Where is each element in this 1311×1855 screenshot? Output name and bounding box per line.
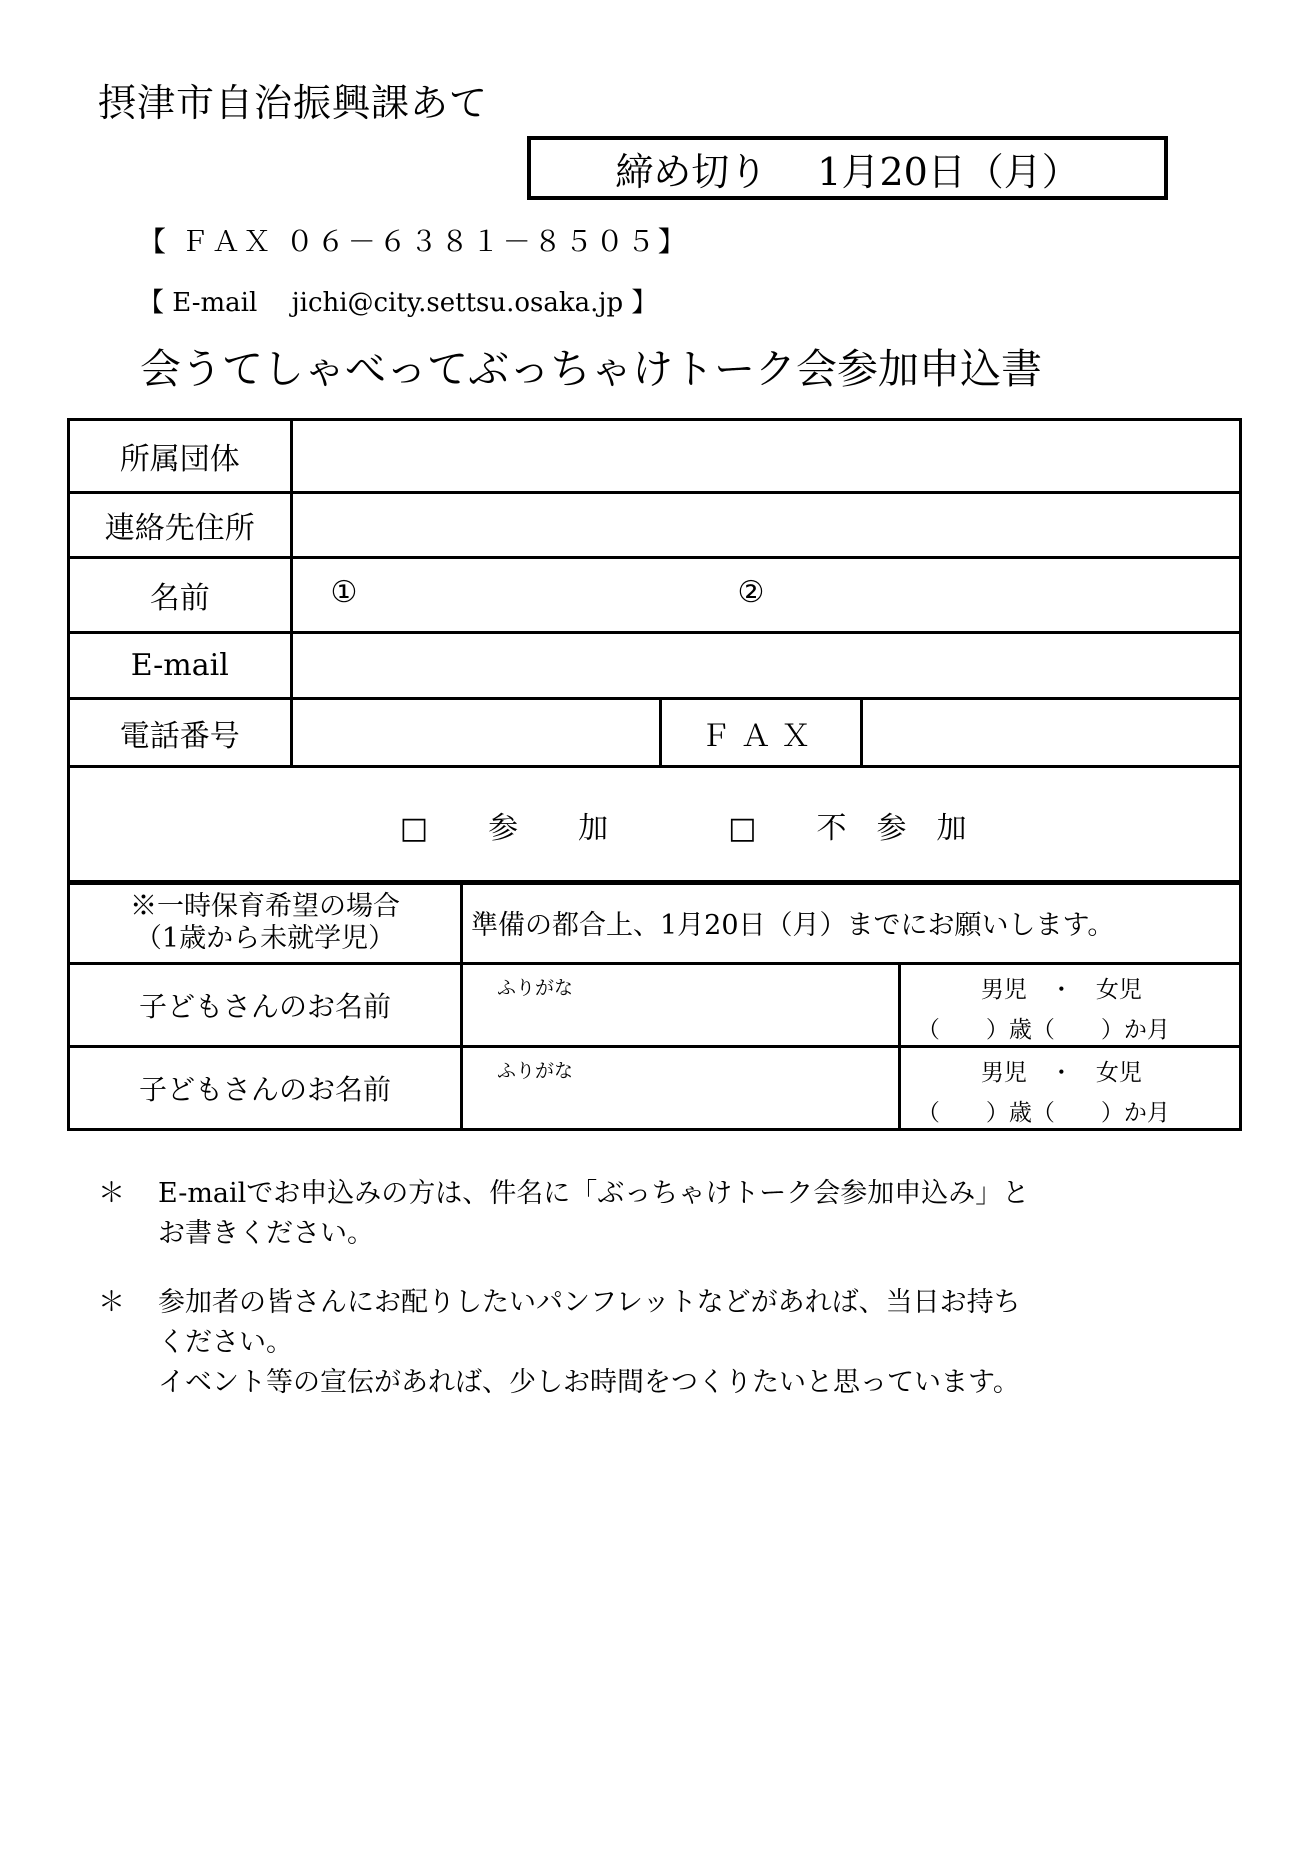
footnote-bullet: ＊: [98, 1287, 125, 1318]
childcare-header-line2: （1歳から未就学児）: [134, 922, 396, 954]
gender-options: 男児 ・ 女児: [980, 1060, 1142, 1086]
child-name-field[interactable]: [462, 1047, 900, 1130]
attendance-choice: [69, 767, 1241, 884]
email-label: E-mail: [69, 633, 292, 699]
name-label: 名前: [69, 558, 292, 633]
name-marker-2: ②: [737, 575, 765, 610]
child-gender-age-field[interactable]: [899, 1047, 1240, 1130]
affiliation-field[interactable]: [291, 420, 1240, 493]
attend-checkbox-option[interactable]: □ 参 加: [399, 811, 609, 846]
child-gender-age-field[interactable]: [899, 964, 1240, 1047]
deadline-box: 締め切り 1月20日（月）: [527, 136, 1168, 200]
decline-checkbox-option[interactable]: □ 不 参 加: [728, 811, 967, 846]
name-marker-1: ①: [330, 575, 358, 610]
child-name-label: 子どもさんのお名前: [69, 964, 462, 1047]
application-form-table: [67, 418, 1242, 885]
footnote-1-line2: お書きください。: [158, 1218, 374, 1249]
footnote-1-line1: E-mailでお申込みの方は、件名に「ぶっちゃけトーク会参加申込み」と: [158, 1178, 1030, 1209]
childcare-header: [69, 882, 462, 964]
name-field[interactable]: [291, 558, 1240, 633]
footnote-bullet: ＊: [98, 1178, 125, 1209]
recipient-heading: 摂津市自治振興課あて: [98, 81, 489, 125]
email-field[interactable]: [291, 633, 1240, 699]
footnote-2: [98, 1283, 1021, 1403]
footnote-1: [98, 1174, 1029, 1254]
address-label: 連絡先住所: [69, 493, 292, 558]
childcare-table: [67, 880, 1242, 1131]
child-name-label: 子どもさんのお名前: [69, 1047, 462, 1130]
footnote-2-line2: ください。: [158, 1327, 293, 1358]
gender-options: 男児 ・ 女児: [980, 977, 1142, 1003]
footnote-2-line3: イベント等の宣伝があれば、少しお時間をつくりたいと思っています。: [158, 1367, 1020, 1398]
affiliation-label: 所属団体: [69, 420, 292, 493]
phone-label: 電話番号: [69, 699, 292, 767]
child-name-field[interactable]: [462, 964, 900, 1047]
fax-label: ＦＡＸ: [660, 699, 862, 767]
address-field[interactable]: [291, 493, 1240, 558]
childcare-header-line1: ※一時保育希望の場合: [130, 890, 400, 922]
email-address-line: 【 E-mail jichi@city.settsu.osaka.jp 】: [138, 288, 658, 318]
fax-field[interactable]: [862, 699, 1241, 767]
fax-number-line: 【 ＦＡＸ ０６－６３８１－８５０５】: [138, 225, 689, 258]
footnote-2-line1: 参加者の皆さんにお配りしたいパンフレットなどがあれば、当日お持ち: [158, 1287, 1021, 1318]
age-fields: （ ）歳（ ）か月: [916, 1100, 1170, 1126]
furigana-label: ふりがな: [497, 1060, 574, 1082]
phone-field[interactable]: [291, 699, 660, 767]
furigana-label: ふりがな: [497, 977, 574, 999]
childcare-notice: 準備の都合上、1月20日（月）までにお願いします。: [462, 882, 1241, 964]
page-title: 会うてしゃべってぶっちゃけトーク会参加申込書: [140, 345, 1042, 393]
age-fields: （ ）歳（ ）か月: [916, 1017, 1170, 1043]
